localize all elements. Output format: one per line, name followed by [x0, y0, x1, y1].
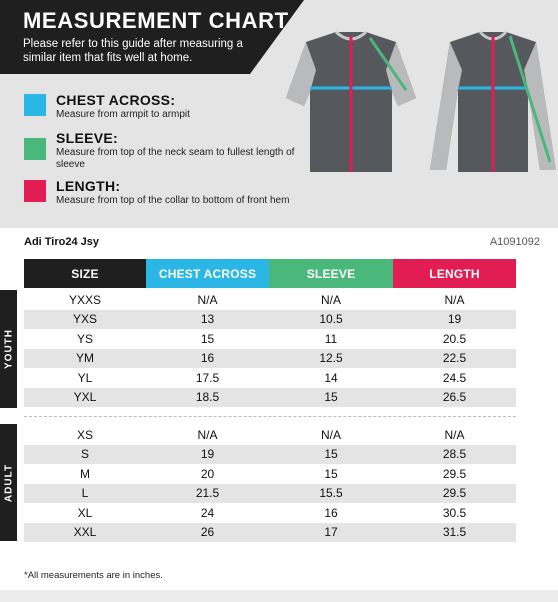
adult-label: ADULT — [3, 463, 14, 502]
chest-cell: 15 — [200, 331, 215, 346]
table-row — [24, 503, 516, 523]
adult-rows — [24, 425, 516, 542]
chest-cell: N/A — [197, 427, 218, 442]
size-cell: L — [81, 486, 89, 501]
length-cell: 19 — [447, 312, 462, 327]
size-cell: YXS — [72, 312, 97, 327]
length-cell: 24.5 — [442, 370, 467, 385]
size-cell: S — [80, 447, 89, 462]
length-cell: 22.5 — [442, 351, 467, 366]
table-row — [24, 464, 516, 484]
legend-length-label: LENGTH: — [56, 178, 121, 194]
sleeve-swatch-icon — [24, 138, 46, 160]
sleeve-cell: 11 — [324, 331, 338, 346]
length-cell: 31.5 — [442, 525, 467, 540]
table-row — [24, 310, 516, 330]
table-row — [24, 523, 516, 543]
length-cell: 30.5 — [442, 505, 467, 520]
youth-rows — [24, 290, 516, 407]
table-row — [24, 388, 516, 408]
section-divider — [24, 416, 516, 417]
product-name: Adi Tiro24 Jsy — [24, 236, 99, 248]
table-row — [24, 290, 516, 310]
chest-swatch-icon — [24, 94, 46, 116]
header-chest: CHEST ACROSS — [146, 259, 269, 288]
sleeve-cell: 12.5 — [319, 351, 343, 366]
chest-cell: N/A — [197, 292, 218, 307]
sleeve-cell: 14 — [324, 370, 338, 385]
length-cell: 29.5 — [442, 466, 467, 481]
length-cell: 26.5 — [442, 390, 467, 405]
size-cell: XS — [76, 427, 93, 442]
chest-cell: 26 — [200, 525, 215, 540]
length-cell: 20.5 — [442, 331, 467, 346]
sleeve-cell: 15 — [324, 447, 338, 462]
chest-cell: 17.5 — [195, 370, 220, 385]
table-row — [24, 329, 516, 349]
length-cell: N/A — [444, 427, 465, 442]
sleeve-cell: N/A — [320, 292, 341, 307]
sleeve-cell: 17 — [324, 525, 338, 540]
page-title: MEASUREMENT CHART — [23, 8, 289, 33]
table-row — [24, 425, 516, 445]
chest-cell: 18.5 — [195, 390, 220, 405]
sleeve-cell: N/A — [320, 427, 341, 442]
legend-length-desc: Measure from top of the collar to bottom of front hem — [56, 195, 290, 206]
product-sku: A1091092 — [489, 236, 540, 248]
table-header — [24, 259, 516, 288]
bottom-band — [0, 590, 558, 602]
sleeve-cell: 15.5 — [319, 486, 343, 501]
sleeve-cell: 10.5 — [319, 312, 343, 327]
page-subtitle: Please refer to this guide after measuring a similar item that fits well at home. — [23, 38, 243, 64]
header-length: LENGTH — [393, 259, 516, 288]
size-cell: YM — [76, 351, 94, 366]
youth-section-label — [0, 290, 17, 408]
size-cell: YXL — [73, 390, 97, 405]
sleeve-cell: 15 — [324, 390, 338, 405]
chest-cell: 24 — [200, 505, 215, 520]
shirt-diagram-icon — [278, 30, 558, 175]
header-band — [0, 0, 558, 228]
table-row — [24, 445, 516, 465]
size-cell: YL — [77, 370, 93, 385]
adult-section-label — [0, 424, 17, 541]
chest-cell: 13 — [200, 312, 215, 327]
length-cell: 28.5 — [442, 447, 467, 462]
table-row — [24, 484, 516, 504]
header-size: SIZE — [24, 259, 146, 288]
footnote: *All measurements are in inches. — [24, 570, 163, 581]
legend-sleeve-desc: Measure from top of the neck seam to fullest length of sleeve — [56, 147, 295, 170]
size-cell: XXL — [73, 525, 97, 540]
chest-cell: 20 — [200, 466, 215, 481]
youth-label: YOUTH — [3, 329, 14, 369]
length-swatch-icon — [24, 180, 46, 202]
size-cell: M — [80, 466, 90, 481]
size-cell: XL — [77, 505, 93, 520]
header-sleeve: SLEEVE — [269, 259, 393, 288]
length-cell: N/A — [444, 292, 465, 307]
legend-sleeve-label: SLEEVE: — [56, 130, 119, 146]
legend-chest-label: CHEST ACROSS: — [56, 92, 176, 108]
long-sleeve-tee-icon — [430, 32, 556, 172]
chest-cell: 19 — [200, 447, 215, 462]
size-cell: YXXS — [68, 292, 101, 307]
short-sleeve-tee-icon — [286, 32, 416, 172]
legend-chest-desc: Measure from armpit to armpit — [56, 109, 190, 120]
table-row — [24, 349, 516, 369]
sleeve-cell: 16 — [324, 505, 338, 520]
sleeve-cell: 15 — [324, 466, 338, 481]
length-cell: 29.5 — [442, 486, 467, 501]
chest-cell: 16 — [200, 351, 215, 366]
chest-cell: 21.5 — [195, 486, 220, 501]
table-row — [24, 368, 516, 388]
size-cell: YS — [76, 331, 93, 346]
